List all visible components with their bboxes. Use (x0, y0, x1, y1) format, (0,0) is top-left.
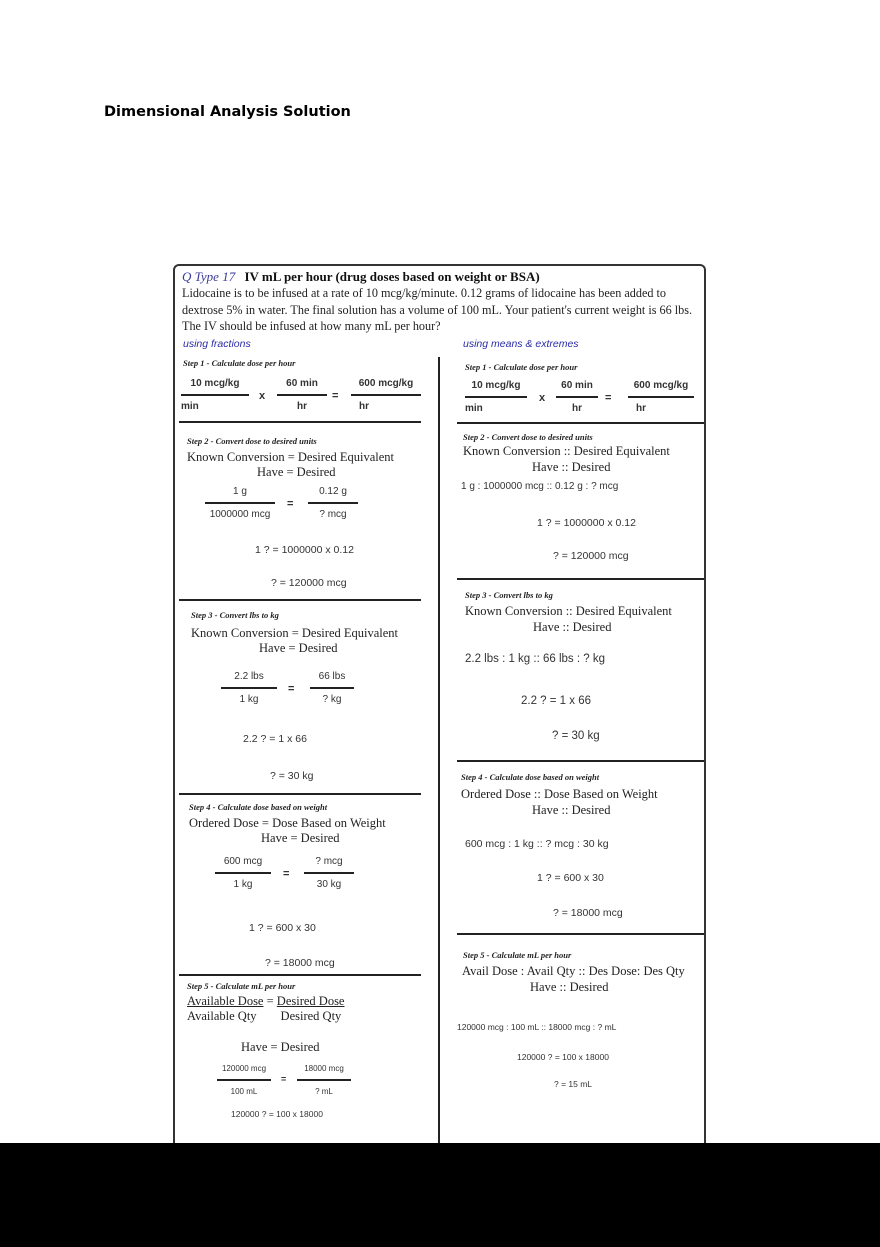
equals-sign: = (332, 390, 339, 402)
method-label-fractions: using fractions (183, 338, 251, 350)
right-step5-calc-1: 120000 ? = 100 x 18000 (517, 1052, 609, 1062)
left-step5-label: Step 5 - Calculate mL per hour (187, 981, 296, 991)
left-step1-divider (179, 421, 421, 423)
left-step5-rule-line-1: Available Dose = Desired Dose (187, 994, 345, 1008)
equals-sign: = (283, 868, 290, 880)
right-step2-ratio: 1 g : 1000000 mcg :: 0.12 g : ? mcg (461, 481, 619, 492)
equals-sign: = (605, 392, 612, 404)
left-step3-calc-2: ? = 30 kg (270, 770, 314, 782)
right-step4-rule: Ordered Dose :: Dose Based on Weight (461, 787, 658, 801)
right-step5-label: Step 5 - Calculate mL per hour (463, 950, 572, 960)
right-step3-rule: Known Conversion :: Desired Equivalent (465, 604, 672, 618)
left-step2-have-desired: Have = Desired (257, 465, 336, 479)
left-step5-rule-line-2: Available Qty Desired Qty (187, 1009, 342, 1023)
left-step4-calc-1: 1 ? = 600 x 30 (249, 922, 316, 934)
question-title: IV mL per hour (drug doses based on weight or BSA) (244, 269, 540, 284)
left-step5-calc-1: 120000 ? = 100 x 18000 (231, 1109, 323, 1119)
left-step4-have-desired: Have = Desired (261, 831, 340, 845)
right-step3-label: Step 3 - Convert lbs to kg (465, 590, 553, 600)
left-step2-fraction-1: 1 g 1000000 mcg (205, 484, 275, 522)
question-body: Lidocaine is to be infused at a rate of 10 mcg/kg/minute. 0.12 grams of lidocaine has been added to dextrose 5% in water. The final solution has a volume of 100 mL. Your patient's current weight is 66 lbs. The IV should be infused at how many mL per hour? (182, 286, 693, 333)
left-step1-fraction-1: 10 mcg/kg min (181, 376, 249, 414)
left-step4-calc-2: ? = 18000 mcg (265, 957, 335, 969)
left-step2-divider (179, 599, 421, 601)
left-step2-calc-1: 1 ? = 1000000 x 0.12 (255, 544, 354, 556)
equals-sign: = (288, 683, 295, 695)
left-step5-fraction-2: 18000 mcg ? mL (297, 1061, 351, 1099)
right-step2-rule: Known Conversion :: Desired Equivalent (463, 444, 670, 458)
right-step1-fraction-1: 10 mcg/kg min (465, 378, 527, 416)
multiply-sign: x (259, 390, 266, 402)
column-divider (438, 357, 440, 1164)
right-step3-calc-1: 2.2 ? = 1 x 66 (521, 695, 592, 707)
left-step4-label: Step 4 - Calculate dose based on weight (189, 802, 328, 812)
left-step2-label: Step 2 - Convert dose to desired units (187, 436, 317, 446)
left-step4-fraction-1: 600 mcg 1 kg (215, 854, 271, 892)
left-step3-have-desired: Have = Desired (259, 641, 338, 655)
right-step4-have-desired: Have :: Desired (532, 803, 611, 817)
right-step5-ratio: 120000 mcg : 100 mL :: 18000 mcg : ? mL (457, 1022, 617, 1032)
left-step1-label: Step 1 - Calculate dose per hour (183, 358, 296, 368)
left-step2-fraction-2: 0.12 g ? mcg (308, 484, 358, 522)
right-step3-ratio: 2.2 lbs : 1 kg :: 66 lbs : ? kg (465, 653, 605, 665)
left-step2-rule: Known Conversion = Desired Equivalent (187, 450, 395, 464)
left-step3-fraction-2: 66 lbs ? kg (310, 669, 354, 707)
right-step2-divider (457, 578, 705, 580)
method-label-means-extremes: using means & extremes (463, 338, 579, 350)
left-step5-have-desired: Have = Desired (241, 1040, 320, 1054)
left-step2-calc-2: ? = 120000 mcg (271, 577, 347, 589)
right-step1-fraction-2: 60 min hr (556, 378, 598, 416)
right-step2-calc-1: 1 ? = 1000000 x 0.12 (537, 517, 636, 529)
right-step4-calc-1: 1 ? = 600 x 30 (537, 872, 604, 884)
left-step3-divider (179, 793, 421, 795)
equals-sign: = (287, 498, 294, 510)
document-title: Dimensional Analysis Solution (104, 104, 351, 120)
equals-sign: = (281, 1074, 287, 1084)
right-step2-label: Step 2 - Convert dose to desired units (463, 432, 593, 442)
right-step4-divider (457, 933, 705, 935)
right-step4-label: Step 4 - Calculate dose based on weight (461, 772, 600, 782)
right-step3-divider (457, 760, 705, 762)
black-footer-band (0, 1143, 880, 1247)
question-type-label: Q Type 17 (182, 269, 236, 284)
left-step5-fraction-1: 120000 mcg 100 mL (217, 1061, 271, 1099)
right-step5-have-desired: Have :: Desired (530, 980, 609, 994)
right-step3-calc-2: ? = 30 kg (552, 730, 600, 742)
question-header (182, 269, 540, 285)
right-step1-fraction-3: 600 mcg/kg hr (628, 378, 694, 416)
left-step3-label: Step 3 - Convert lbs to kg (191, 610, 279, 620)
multiply-sign: x (539, 392, 546, 404)
left-step4-fraction-2: ? mcg 30 kg (304, 854, 354, 892)
right-step3-have-desired: Have :: Desired (533, 620, 612, 634)
left-step1-fraction-3: 600 mcg/kg hr (351, 376, 421, 414)
right-step2-have-desired: Have :: Desired (532, 460, 611, 474)
left-step1-fraction-2: 60 min hr (277, 376, 327, 414)
left-step4-divider (179, 974, 421, 976)
left-step4-rule: Ordered Dose = Dose Based on Weight (189, 816, 386, 830)
left-step3-calc-1: 2.2 ? = 1 x 66 (243, 733, 307, 745)
right-step1-label: Step 1 - Calculate dose per hour (465, 362, 578, 372)
left-step3-rule: Known Conversion = Desired Equivalent (191, 626, 399, 640)
right-step2-calc-2: ? = 120000 mcg (553, 550, 629, 562)
question-card (173, 264, 706, 1164)
right-step1-divider (457, 422, 705, 424)
left-step3-fraction-1: 2.2 lbs 1 kg (221, 669, 277, 707)
right-step4-ratio: 600 mcg : 1 kg :: ? mcg : 30 kg (465, 838, 609, 850)
right-step5-rule: Avail Dose : Avail Qty :: Des Dose: Des Qty (462, 964, 685, 978)
right-step4-calc-2: ? = 18000 mcg (553, 907, 623, 919)
right-step5-calc-2: ? = 15 mL (554, 1079, 593, 1089)
